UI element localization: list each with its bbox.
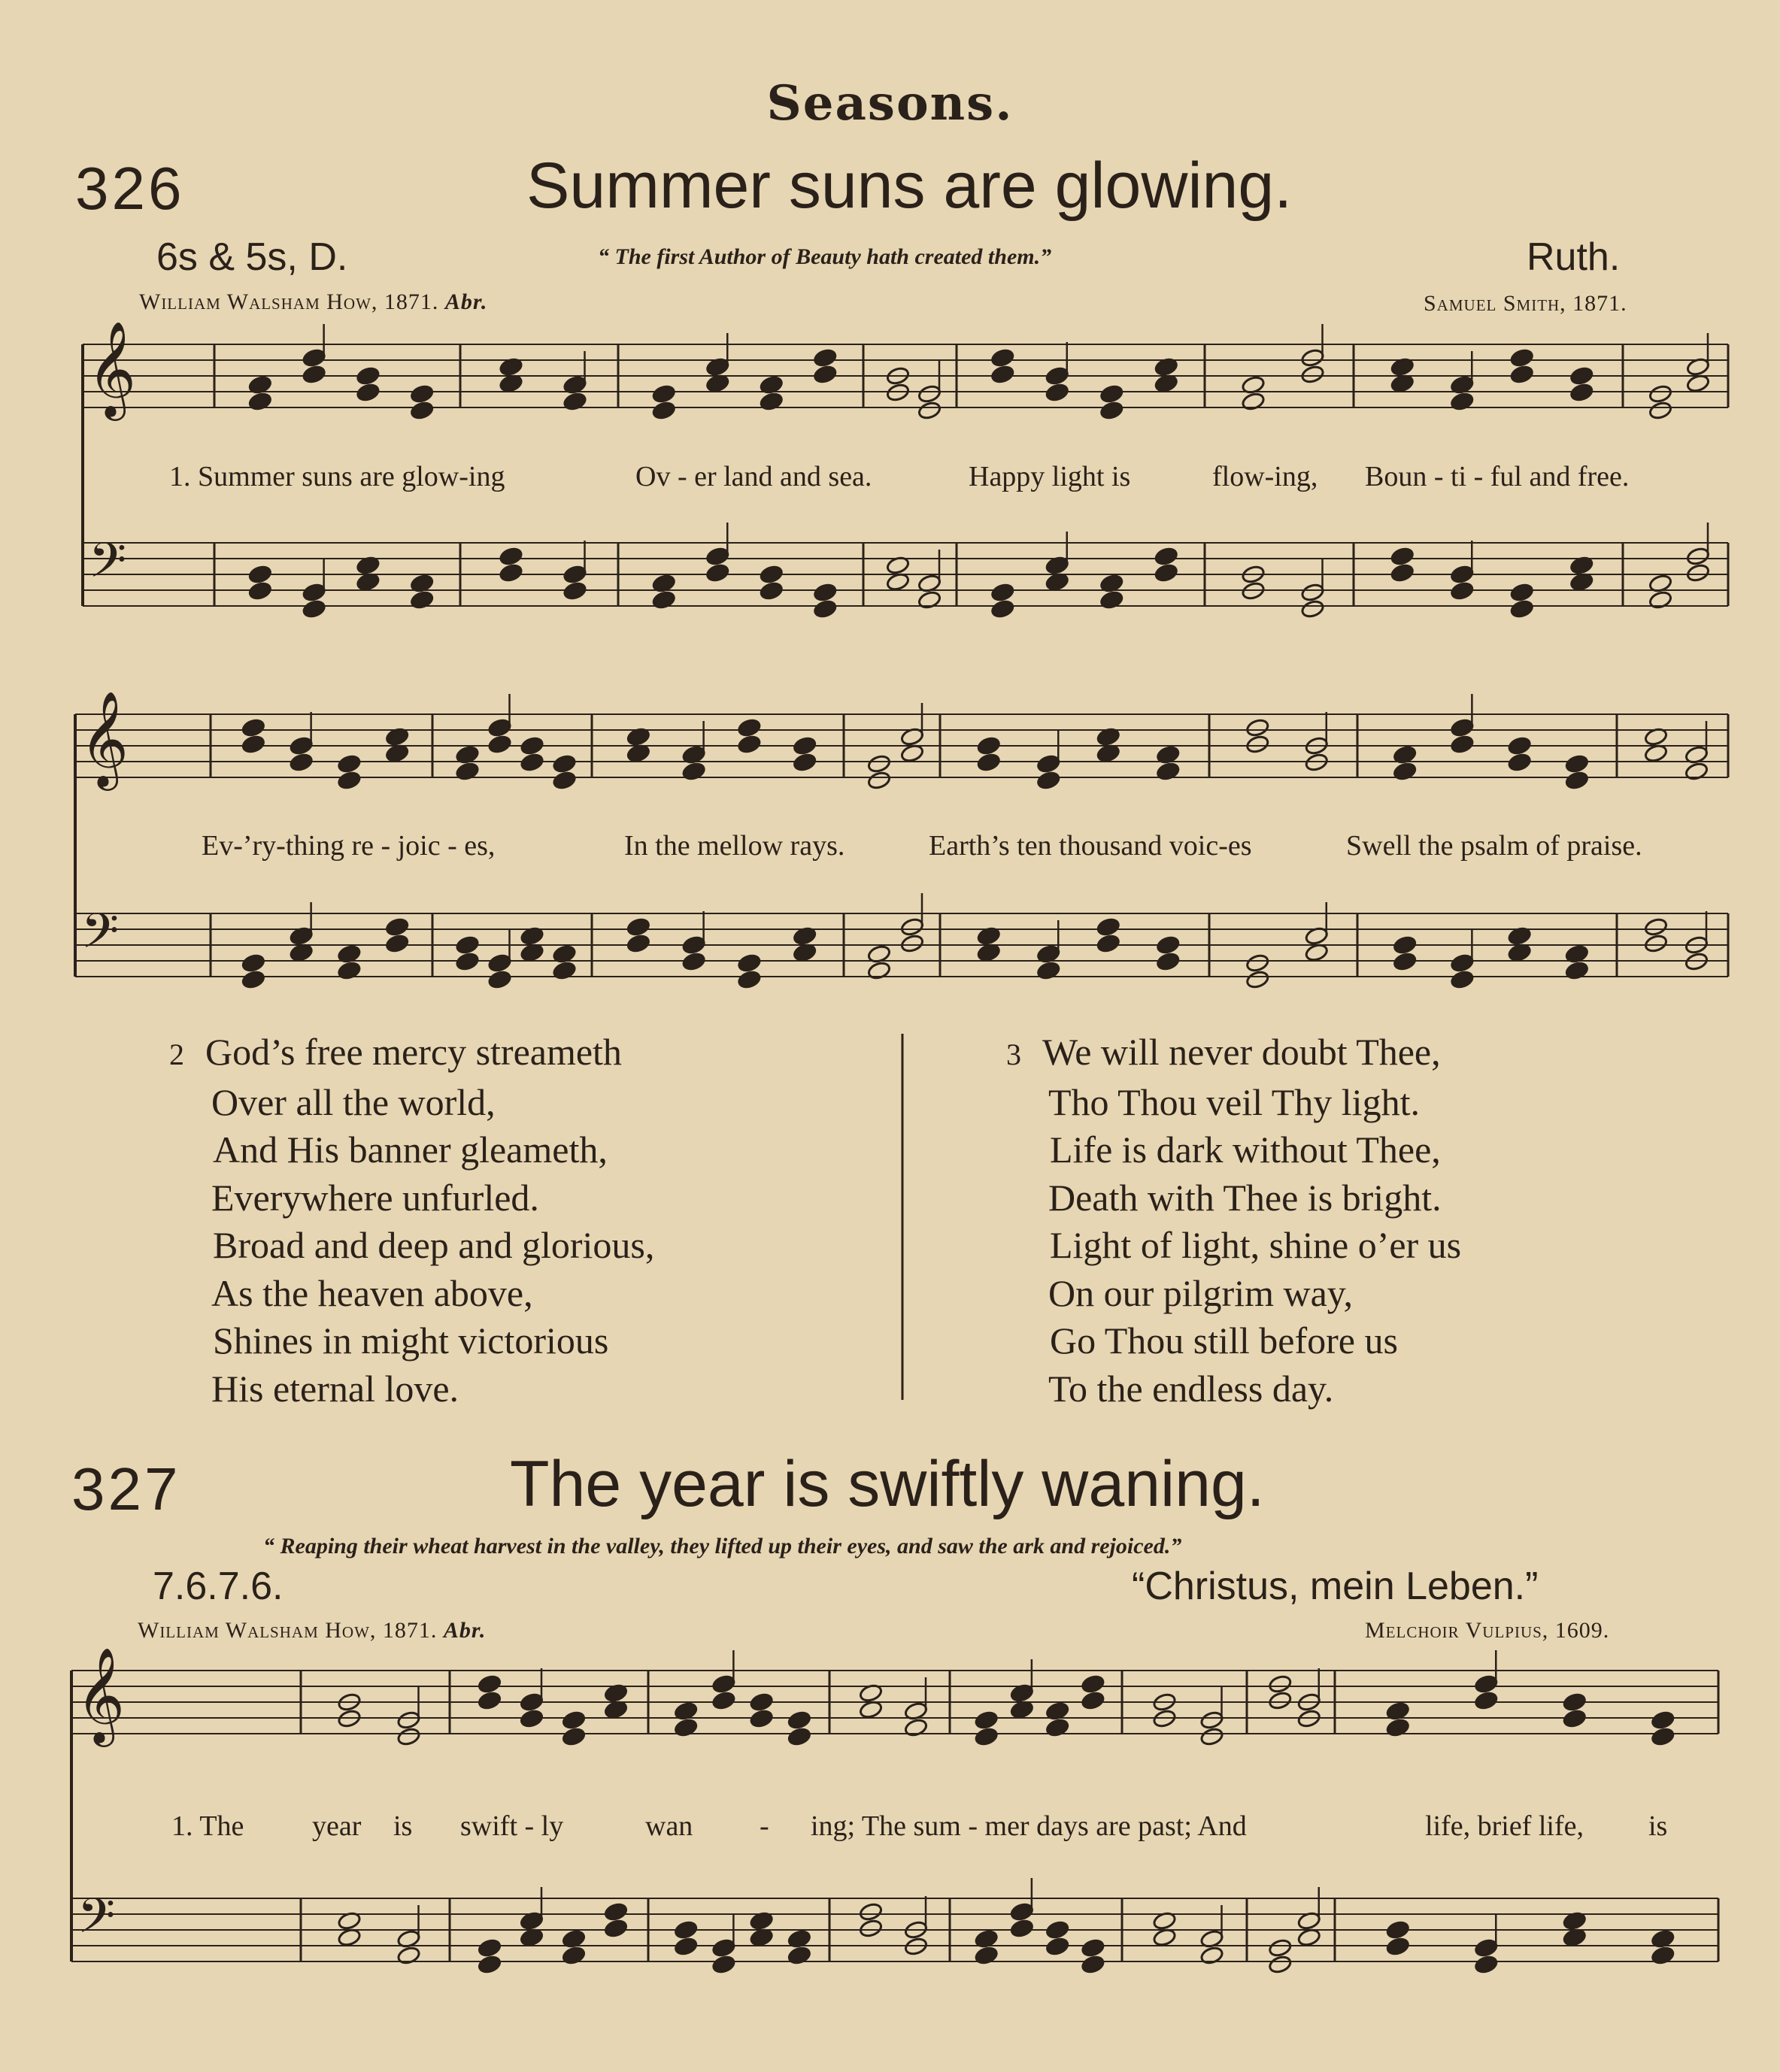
note-head: [974, 1946, 998, 1965]
note-head: [1081, 1674, 1105, 1694]
note-head: [1565, 754, 1589, 774]
note-head: [917, 401, 942, 420]
note-head: [1300, 365, 1324, 384]
note-head: [1245, 718, 1269, 738]
note-head: [977, 753, 1001, 772]
note-head: [562, 1946, 586, 1965]
stanza-line: Broad and deep and glorious,: [213, 1224, 655, 1266]
note-head: [793, 736, 817, 756]
bass-clef-icon: 𝄢: [77, 1889, 116, 1956]
note-head: [248, 581, 272, 601]
hymn-327-epigraph: “ Reaping their wheat harvest in the valley, they lifted up their eyes, and saw the ark and rejoiced.”: [263, 1534, 1182, 1559]
note-head: [900, 934, 924, 953]
note-head: [478, 1674, 502, 1694]
note-head: [1450, 392, 1474, 411]
note-head: [1045, 383, 1069, 402]
hymn-327-composer: Melchoir Vulpius, 1609.: [1365, 1618, 1610, 1643]
note-head: [1154, 563, 1178, 583]
note-head: [1268, 1691, 1292, 1710]
note-head: [455, 952, 479, 971]
note-head: [520, 1709, 544, 1728]
note-head: [604, 1902, 628, 1922]
note-head: [604, 1919, 628, 1938]
note-head: [793, 753, 817, 772]
hymn-326-meter: 6s & 5s, D.: [156, 235, 348, 279]
note-head: [337, 754, 361, 774]
note-head: [1569, 383, 1594, 402]
stanza-number: 2: [169, 1038, 184, 1071]
note-head: [760, 392, 784, 411]
note-head: [487, 718, 511, 738]
note-head: [711, 1938, 735, 1958]
note-head: [1565, 771, 1589, 790]
hymn-327-lyric-f: -: [760, 1810, 769, 1842]
note-head: [248, 392, 272, 411]
note-head: [681, 762, 705, 781]
note-head: [1154, 547, 1178, 566]
note-head: [1010, 1902, 1034, 1922]
hymn-327-author: [138, 1618, 486, 1643]
note-head: [867, 754, 891, 774]
note-head: [974, 1710, 998, 1730]
note-head: [1245, 735, 1269, 754]
hymn-326-author: [139, 289, 487, 315]
treble-clef-icon: 𝄞: [87, 320, 137, 417]
note-head: [859, 1902, 883, 1922]
note-head: [990, 599, 1014, 619]
stanza-line: And His banner gleameth,: [213, 1128, 608, 1171]
note-head: [487, 953, 511, 973]
note-head: [356, 383, 380, 402]
note-head: [1686, 563, 1710, 583]
stanza-line: Life is dark without Thee,: [1050, 1128, 1441, 1171]
hymn-326-author-abr: Abr.: [444, 289, 488, 314]
treble-clef-icon: 𝄞: [80, 690, 129, 786]
hymn-327-author-abr: Abr.: [443, 1618, 487, 1643]
note-head: [455, 762, 479, 781]
note-head: [562, 1710, 586, 1730]
note-head: [396, 1710, 420, 1730]
note-head: [1245, 970, 1269, 989]
note-head: [1651, 1727, 1675, 1746]
note-head: [1081, 1955, 1105, 1974]
note-head: [1450, 718, 1474, 738]
note-head: [1036, 961, 1060, 980]
stanza-line: Shines in might victorious: [213, 1319, 609, 1362]
note-head: [1156, 935, 1180, 955]
note-head: [1156, 762, 1180, 781]
note-head: [813, 365, 837, 384]
note-head: [1268, 1938, 1292, 1958]
note-head: [1684, 762, 1709, 781]
hymn-327-lyric-e: wan: [645, 1810, 693, 1842]
note-head: [410, 590, 434, 610]
note-head: [787, 1710, 811, 1730]
hymn-327-lyric-a: 1. The: [171, 1810, 244, 1842]
stanza-line: 3 We will never doubt Thee,: [1006, 1028, 1461, 1079]
note-head: [737, 953, 761, 973]
hymn-326-stanza-2: [169, 1028, 654, 1413]
note-head: [1036, 771, 1060, 790]
note-head: [1390, 547, 1415, 566]
note-head: [455, 935, 479, 955]
bass-clef-icon: 𝄢: [89, 533, 127, 601]
hymn-326-tune: Ruth.: [1527, 235, 1621, 279]
note-head: [787, 1727, 811, 1746]
note-head: [1563, 1692, 1587, 1712]
note-head: [674, 1718, 698, 1737]
note-head: [520, 1692, 544, 1712]
note-head: [681, 952, 705, 971]
stanza-number: 3: [1006, 1038, 1021, 1071]
note-head: [1648, 401, 1672, 420]
note-head: [1036, 754, 1060, 774]
note-head: [681, 935, 705, 955]
hymn-326-composer: Samuel Smith, 1871.: [1424, 291, 1627, 316]
hymn-327-lyric-b: year: [312, 1810, 362, 1842]
note-head: [1565, 961, 1589, 980]
note-head: [302, 365, 326, 384]
note-head: [1300, 599, 1324, 619]
note-head: [1045, 1920, 1069, 1940]
note-head: [499, 547, 523, 566]
note-head: [1045, 1937, 1069, 1956]
note-head: [652, 401, 676, 420]
stanza-line: His eternal love.: [211, 1367, 459, 1410]
note-head: [652, 384, 676, 404]
note-head: [711, 1674, 735, 1694]
note-head: [917, 590, 942, 610]
note-head: [737, 718, 761, 738]
hymn-327-number: 327: [71, 1456, 181, 1522]
note-head: [813, 348, 837, 368]
note-head: [520, 753, 544, 772]
note-head: [1450, 565, 1474, 584]
note-head: [356, 366, 380, 386]
note-head: [563, 581, 587, 601]
note-head: [487, 735, 511, 754]
note-head: [410, 401, 434, 420]
note-head: [563, 565, 587, 584]
note-head: [1686, 547, 1710, 566]
hymn-326-epigraph: “ The first Author of Beauty hath created them.”: [598, 244, 1052, 269]
note-head: [1651, 1946, 1675, 1965]
note-head: [520, 736, 544, 756]
note-head: [552, 961, 576, 980]
note-head: [241, 718, 265, 738]
note-head: [1099, 401, 1123, 420]
note-head: [1268, 1955, 1292, 1974]
note-head: [900, 917, 924, 937]
note-head: [302, 583, 326, 602]
hymn-327-lyric-i: is: [1648, 1810, 1668, 1842]
hymn-326-lyric-1a: 1. Summer suns are glow-ing: [169, 461, 505, 492]
note-head: [737, 970, 761, 989]
note-head: [478, 1938, 502, 1958]
note-head: [1644, 917, 1668, 937]
stanza-line: Tho Thou veil Thy light.: [1048, 1080, 1420, 1123]
note-head: [241, 970, 265, 989]
note-head: [1450, 953, 1474, 973]
section-title: Seasons.: [766, 75, 1014, 132]
treble-clef-icon: 𝄞: [76, 1646, 126, 1743]
note-head: [1156, 952, 1180, 971]
note-head: [974, 1727, 998, 1746]
note-head: [396, 1946, 420, 1965]
note-head: [1099, 384, 1123, 404]
note-head: [1393, 935, 1417, 955]
note-head: [917, 384, 942, 404]
note-head: [1199, 1727, 1224, 1746]
hymn-326-lyric-2b: In the mellow rays.: [624, 830, 845, 862]
bass-clef-icon: 𝄢: [81, 904, 120, 971]
note-head: [1386, 1718, 1410, 1737]
note-head: [552, 754, 576, 774]
hymn-326-lyric-1b: Ov - er land and sea.: [635, 461, 872, 492]
note-head: [1648, 590, 1672, 610]
note-head: [977, 736, 1001, 756]
note-head: [1474, 1691, 1498, 1710]
note-head: [859, 1919, 883, 1938]
hymn-326-lyric-2a: Ev-’ry-thing re - joic - es,: [202, 830, 496, 862]
stanza-line: As the heaven above,: [211, 1271, 533, 1314]
note-head: [749, 1709, 773, 1728]
hymn-327-meter: 7.6.7.6.: [153, 1565, 284, 1608]
note-head: [1245, 953, 1269, 973]
hymn-327-lyric-d: swift - ly: [460, 1810, 564, 1842]
note-head: [1569, 366, 1594, 386]
note-head: [241, 953, 265, 973]
note-head: [385, 934, 409, 953]
note-head: [1390, 563, 1415, 583]
note-head: [302, 599, 326, 619]
note-head: [410, 384, 434, 404]
note-head: [1386, 1920, 1410, 1940]
note-head: [1507, 736, 1531, 756]
note-head: [1474, 1938, 1498, 1958]
note-head: [1563, 1709, 1587, 1728]
hymn-327-lyric-c: is: [393, 1810, 413, 1842]
note-head: [787, 1946, 811, 1965]
hymn-326-lyric-1c: Happy light is: [969, 461, 1131, 492]
note-head: [705, 563, 729, 583]
hymn-326-lyric-1d: flow-ing,: [1212, 461, 1318, 492]
note-head: [396, 1727, 420, 1746]
note-head: [1010, 1919, 1034, 1938]
note-head: [813, 583, 837, 602]
hymn-327-lyric-g: ing; The sum - mer days are past; And: [811, 1810, 1247, 1842]
note-head: [1510, 583, 1534, 602]
note-head: [1474, 1955, 1498, 1974]
hymn-326-author-name: William Walsham How, 1871.: [139, 289, 439, 314]
note-head: [1081, 1938, 1105, 1958]
note-head: [289, 753, 313, 772]
hymn-327-lyric-h: life, brief life,: [1425, 1810, 1584, 1842]
hymn-326-lyric-2d: Swell the psalm of praise.: [1346, 830, 1642, 862]
note-head: [1268, 1674, 1292, 1694]
note-head: [1081, 1691, 1105, 1710]
hymn-326-lyric-2c: Earth’s ten thousand voic-es: [929, 830, 1252, 862]
note-head: [552, 771, 576, 790]
note-head: [1096, 917, 1120, 937]
note-head: [241, 735, 265, 754]
note-head: [1096, 934, 1120, 953]
note-head: [562, 1727, 586, 1746]
stanza-line: On our pilgrim way,: [1048, 1271, 1354, 1314]
note-head: [1300, 583, 1324, 602]
note-head: [1450, 735, 1474, 754]
stanza-line: To the endless day.: [1048, 1367, 1334, 1410]
stanza-line: Death with Thee is bright.: [1048, 1176, 1442, 1219]
note-head: [1474, 1674, 1498, 1694]
hymn-326-stanza-3: [1006, 1028, 1461, 1413]
note-head: [760, 565, 784, 584]
note-head: [749, 1692, 773, 1712]
note-head: [1393, 952, 1417, 971]
note-head: [499, 563, 523, 583]
note-head: [1099, 590, 1123, 610]
note-head: [1644, 934, 1668, 953]
note-head: [711, 1955, 735, 1974]
note-head: [990, 583, 1014, 602]
note-head: [1045, 366, 1069, 386]
note-head: [990, 365, 1014, 384]
hymn-326-lyric-1e: Boun - ti - ful and free.: [1365, 461, 1630, 492]
note-head: [1510, 365, 1534, 384]
note-head: [626, 917, 650, 937]
stanza-line: Light of light, shine o’er us: [1050, 1224, 1462, 1266]
hymn-326-number: 326: [75, 155, 185, 222]
note-head: [563, 392, 587, 411]
hymn-327-author-name: William Walsham How, 1871.: [138, 1618, 438, 1643]
note-head: [867, 961, 891, 980]
note-head: [1386, 1937, 1410, 1956]
note-head: [1450, 581, 1474, 601]
note-head: [1199, 1946, 1224, 1965]
note-head: [867, 771, 891, 790]
note-head: [626, 934, 650, 953]
note-head: [487, 970, 511, 989]
note-head: [248, 565, 272, 584]
note-head: [337, 961, 361, 980]
note-head: [478, 1955, 502, 1974]
note-head: [1510, 599, 1534, 619]
note-head: [1300, 348, 1324, 368]
note-head: [760, 581, 784, 601]
stanza-line: Everywhere unfurled.: [211, 1176, 539, 1219]
note-head: [1510, 348, 1534, 368]
note-head: [289, 736, 313, 756]
note-head: [1450, 970, 1474, 989]
stanza-line: Go Thou still before us: [1050, 1319, 1398, 1362]
note-head: [1648, 384, 1672, 404]
stanza-line: 2 God’s free mercy streameth: [169, 1028, 654, 1079]
note-head: [813, 599, 837, 619]
note-head: [478, 1691, 502, 1710]
note-head: [1045, 1718, 1069, 1737]
note-head: [674, 1920, 698, 1940]
note-head: [385, 917, 409, 937]
note-head: [1507, 753, 1531, 772]
note-head: [904, 1718, 928, 1737]
note-head: [1393, 762, 1417, 781]
note-head: [990, 348, 1014, 368]
hymn-326-title: Summer suns are glowing.: [526, 150, 1293, 222]
note-head: [737, 735, 761, 754]
note-head: [674, 1937, 698, 1956]
note-head: [1241, 392, 1265, 411]
note-head: [302, 348, 326, 368]
hymn-327-tune: “Christus, mein Leben.”: [1132, 1565, 1539, 1608]
note-head: [711, 1691, 735, 1710]
note-head: [337, 771, 361, 790]
note-head: [1199, 1710, 1224, 1730]
note-head: [705, 547, 729, 566]
hymn-327-title: The year is swiftly waning.: [510, 1448, 1265, 1520]
note-head: [652, 590, 676, 610]
note-head: [1651, 1710, 1675, 1730]
stanza-line: Over all the world,: [211, 1080, 496, 1123]
